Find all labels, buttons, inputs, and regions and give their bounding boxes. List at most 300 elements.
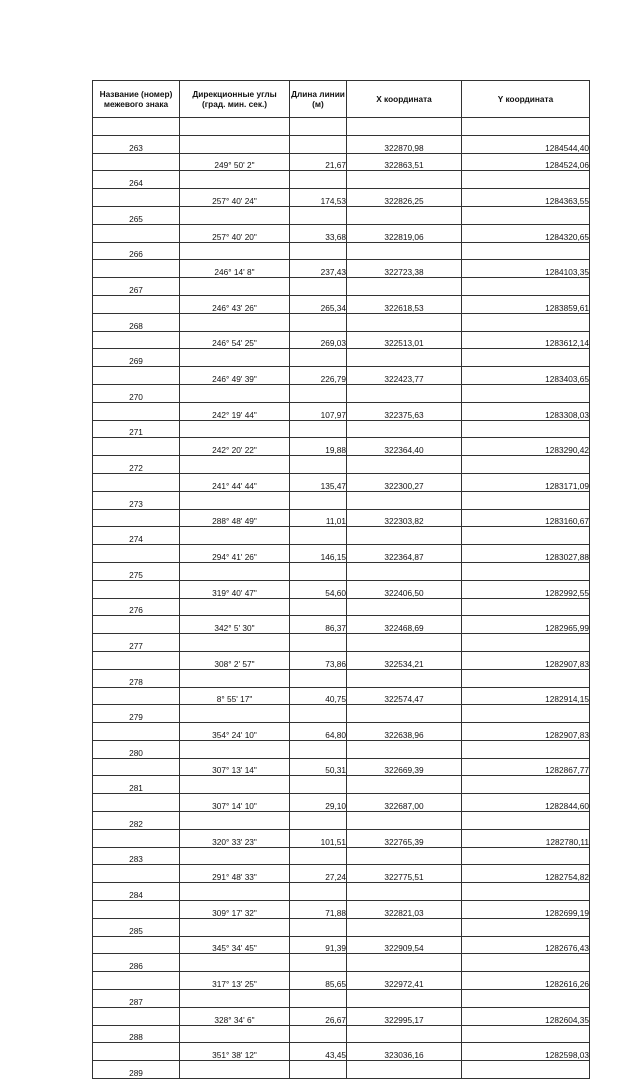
line-length: 146,15 [290, 545, 347, 563]
point-name: 273 [93, 491, 180, 509]
header-x: X координата [347, 81, 462, 118]
point-name [93, 509, 180, 527]
angle-cell [180, 883, 290, 901]
line-length: 19,88 [290, 438, 347, 456]
point-name: 288 [93, 1025, 180, 1043]
x-coordinate [347, 562, 462, 580]
length-cell [290, 990, 347, 1008]
angle-cell [180, 562, 290, 580]
angle-cell [180, 491, 290, 509]
length-cell [290, 491, 347, 509]
angle-cell [180, 990, 290, 1008]
y-coordinate [462, 171, 590, 189]
direction-angle: 246° 54' 25" [180, 331, 290, 349]
table-row [93, 723, 590, 741]
y-coordinate [462, 278, 590, 296]
y-coordinate: 1282965,99 [462, 616, 590, 634]
direction-angle: 257° 40' 24" [180, 189, 290, 207]
x-coordinate [347, 1061, 462, 1079]
y-coordinate: 1282754,82 [462, 865, 590, 883]
point-name: 284 [93, 883, 180, 901]
line-length: 86,37 [290, 616, 347, 634]
direction-angle: 342° 5' 30" [180, 616, 290, 634]
angle-cell [180, 847, 290, 865]
direction-angle: 351° 38' 12" [180, 1043, 290, 1061]
table-row [93, 901, 590, 919]
length-cell [290, 527, 347, 545]
y-coordinate: 1282780,11 [462, 829, 590, 847]
x-coordinate: 322972,41 [347, 972, 462, 990]
table-row [93, 1025, 590, 1043]
x-coordinate: 322513,01 [347, 331, 462, 349]
x-coordinate: 322303,82 [347, 509, 462, 527]
x-coordinate: 322909,54 [347, 936, 462, 954]
table-row [93, 954, 590, 972]
y-coordinate: 1284363,55 [462, 189, 590, 207]
line-length: 73,86 [290, 651, 347, 669]
angle-cell [180, 1061, 290, 1079]
y-coordinate: 1282914,15 [462, 687, 590, 705]
y-coordinate: 1283612,14 [462, 331, 590, 349]
y-coordinate [462, 456, 590, 474]
x-coordinate: 322826,25 [347, 189, 462, 207]
table-row [93, 687, 590, 705]
table-row [93, 847, 590, 865]
x-coordinate: 322819,06 [347, 224, 462, 242]
y-coordinate: 1282907,83 [462, 651, 590, 669]
point-name [93, 438, 180, 456]
length-cell [290, 1061, 347, 1079]
angle-cell [180, 1025, 290, 1043]
length-cell [290, 740, 347, 758]
y-coordinate: 1284103,35 [462, 260, 590, 278]
x-coordinate [347, 171, 462, 189]
x-coordinate [347, 242, 462, 260]
y-coordinate: 1283160,67 [462, 509, 590, 527]
point-name [93, 331, 180, 349]
point-name: 277 [93, 634, 180, 652]
y-coordinate: 1284544,40 [462, 135, 590, 153]
table-row [93, 189, 590, 207]
line-length: 33,68 [290, 224, 347, 242]
table-row [93, 918, 590, 936]
table-row [93, 331, 590, 349]
x-coordinate: 322618,53 [347, 295, 462, 313]
x-coordinate [347, 598, 462, 616]
header-name: Название (номер) межевого знака [93, 81, 180, 118]
point-name: 283 [93, 847, 180, 865]
length-cell [290, 349, 347, 367]
angle-cell [180, 705, 290, 723]
point-name: 263 [93, 135, 180, 153]
x-coordinate: 322687,00 [347, 794, 462, 812]
angle-cell [180, 242, 290, 260]
x-coordinate: 322995,17 [347, 1007, 462, 1025]
point-name: 266 [93, 242, 180, 260]
y-coordinate [462, 349, 590, 367]
point-name [93, 723, 180, 741]
table-row [93, 1007, 590, 1025]
table-row [93, 456, 590, 474]
length-cell [290, 384, 347, 402]
table-row [93, 260, 590, 278]
x-coordinate [347, 1025, 462, 1043]
line-length: 11,01 [290, 509, 347, 527]
length-cell [290, 562, 347, 580]
table-row [93, 580, 590, 598]
point-name [93, 260, 180, 278]
point-name [93, 367, 180, 385]
point-name [93, 829, 180, 847]
x-coordinate: 323036,16 [347, 1043, 462, 1061]
point-name [93, 545, 180, 563]
angle-cell [180, 171, 290, 189]
point-name: 281 [93, 776, 180, 794]
x-coordinate: 322821,03 [347, 901, 462, 919]
point-name [93, 473, 180, 491]
y-coordinate [462, 491, 590, 509]
x-coordinate [347, 812, 462, 830]
direction-angle: 291° 48' 33" [180, 865, 290, 883]
y-coordinate: 1282598,03 [462, 1043, 590, 1061]
header-angle: Дирекционные углы (град. мин. сек.) [180, 81, 290, 118]
x-coordinate: 322468,69 [347, 616, 462, 634]
line-length: 91,39 [290, 936, 347, 954]
direction-angle: 249° 50' 2" [180, 153, 290, 171]
y-coordinate [462, 1025, 590, 1043]
point-name: 287 [93, 990, 180, 1008]
line-length: 107,97 [290, 402, 347, 420]
angle-cell [180, 384, 290, 402]
table-row [93, 1061, 590, 1079]
length-cell [290, 776, 347, 794]
y-coordinate [462, 812, 590, 830]
table-row [93, 509, 590, 527]
y-coordinate: 1282992,55 [462, 580, 590, 598]
line-length: 85,65 [290, 972, 347, 990]
angle-cell [180, 135, 290, 153]
y-coordinate: 1282699,19 [462, 901, 590, 919]
y-coordinate [462, 776, 590, 794]
point-name: 280 [93, 740, 180, 758]
line-length: 50,31 [290, 758, 347, 776]
point-name [93, 189, 180, 207]
y-coordinate [462, 420, 590, 438]
point-name: 289 [93, 1061, 180, 1079]
direction-angle: 242° 20' 22" [180, 438, 290, 456]
point-name [93, 936, 180, 954]
angle-cell [180, 278, 290, 296]
y-coordinate: 1282604,35 [462, 1007, 590, 1025]
point-name: 270 [93, 384, 180, 402]
table-row [93, 883, 590, 901]
line-length: 135,47 [290, 473, 347, 491]
table-row [93, 598, 590, 616]
y-coordinate [462, 740, 590, 758]
table-row [93, 420, 590, 438]
x-coordinate: 322638,96 [347, 723, 462, 741]
table-row [93, 171, 590, 189]
point-name [93, 295, 180, 313]
angle-cell [180, 740, 290, 758]
table-row [93, 206, 590, 224]
table-row [93, 135, 590, 153]
x-coordinate: 322574,47 [347, 687, 462, 705]
y-coordinate: 1283171,09 [462, 473, 590, 491]
direction-angle: 294° 41' 26" [180, 545, 290, 563]
y-coordinate [462, 384, 590, 402]
x-coordinate: 322406,50 [347, 580, 462, 598]
point-name: 282 [93, 812, 180, 830]
x-coordinate [347, 491, 462, 509]
y-coordinate: 1283403,65 [462, 367, 590, 385]
point-name: 264 [93, 171, 180, 189]
point-name [93, 972, 180, 990]
table-row [93, 242, 590, 260]
y-coordinate [462, 206, 590, 224]
direction-angle: 319° 40' 47" [180, 580, 290, 598]
direction-angle: 246° 49' 39" [180, 367, 290, 385]
x-coordinate: 322870,98 [347, 135, 462, 153]
line-length: 174,53 [290, 189, 347, 207]
point-name: 272 [93, 456, 180, 474]
x-coordinate: 322364,87 [347, 545, 462, 563]
angle-cell [180, 598, 290, 616]
line-length: 265,34 [290, 295, 347, 313]
table-row [93, 349, 590, 367]
table-row [93, 758, 590, 776]
y-coordinate: 1284320,65 [462, 224, 590, 242]
direction-angle: 307° 13' 14" [180, 758, 290, 776]
length-cell [290, 242, 347, 260]
point-name: 274 [93, 527, 180, 545]
angle-cell [180, 776, 290, 794]
angle-cell [180, 669, 290, 687]
x-coordinate: 322534,21 [347, 651, 462, 669]
table-row [93, 527, 590, 545]
point-name: 285 [93, 918, 180, 936]
angle-cell [180, 812, 290, 830]
x-coordinate [347, 990, 462, 1008]
x-coordinate [347, 384, 462, 402]
line-length: 27,24 [290, 865, 347, 883]
point-name: 268 [93, 313, 180, 331]
table-row [93, 651, 590, 669]
point-name: 265 [93, 206, 180, 224]
x-coordinate [347, 847, 462, 865]
direction-angle: 257° 40' 20" [180, 224, 290, 242]
length-cell [290, 135, 347, 153]
table-row [93, 278, 590, 296]
y-coordinate [462, 918, 590, 936]
table-row [93, 776, 590, 794]
direction-angle: 354° 24' 10" [180, 723, 290, 741]
direction-angle: 246° 14' 8" [180, 260, 290, 278]
table-row [93, 1043, 590, 1061]
point-name: 278 [93, 669, 180, 687]
length-cell [290, 812, 347, 830]
length-cell [290, 705, 347, 723]
line-length: 71,88 [290, 901, 347, 919]
x-coordinate [347, 313, 462, 331]
table-row [93, 634, 590, 652]
direction-angle: 309° 17' 32" [180, 901, 290, 919]
line-length: 21,67 [290, 153, 347, 171]
point-name: 267 [93, 278, 180, 296]
y-coordinate [462, 634, 590, 652]
x-coordinate [347, 349, 462, 367]
x-coordinate [347, 634, 462, 652]
table-row [93, 545, 590, 563]
table-row [93, 972, 590, 990]
table-row [93, 473, 590, 491]
table-row [93, 491, 590, 509]
x-coordinate [347, 669, 462, 687]
point-name [93, 758, 180, 776]
x-coordinate [347, 705, 462, 723]
x-coordinate [347, 776, 462, 794]
length-cell [290, 313, 347, 331]
length-cell [290, 634, 347, 652]
length-cell [290, 1025, 347, 1043]
length-cell [290, 456, 347, 474]
angle-cell [180, 349, 290, 367]
length-cell [290, 883, 347, 901]
x-coordinate [347, 954, 462, 972]
x-coordinate: 322775,51 [347, 865, 462, 883]
line-length: 54,60 [290, 580, 347, 598]
y-coordinate: 1283290,42 [462, 438, 590, 456]
table-row [93, 367, 590, 385]
x-coordinate: 322364,40 [347, 438, 462, 456]
y-coordinate [462, 705, 590, 723]
x-coordinate: 322423,77 [347, 367, 462, 385]
length-cell [290, 847, 347, 865]
x-coordinate: 322765,39 [347, 829, 462, 847]
point-name: 269 [93, 349, 180, 367]
y-coordinate [462, 669, 590, 687]
table-row [93, 936, 590, 954]
table-row [93, 705, 590, 723]
point-name [93, 651, 180, 669]
point-name: 275 [93, 562, 180, 580]
table-row [93, 616, 590, 634]
line-length: 237,43 [290, 260, 347, 278]
y-coordinate: 1282616,26 [462, 972, 590, 990]
angle-cell [180, 206, 290, 224]
length-cell [290, 598, 347, 616]
x-coordinate [347, 883, 462, 901]
line-length: 101,51 [290, 829, 347, 847]
y-coordinate: 1283027,88 [462, 545, 590, 563]
table-spacer-row [93, 118, 590, 136]
x-coordinate [347, 527, 462, 545]
table-row [93, 865, 590, 883]
line-length: 64,80 [290, 723, 347, 741]
angle-cell [180, 456, 290, 474]
point-name [93, 580, 180, 598]
x-coordinate [347, 206, 462, 224]
x-coordinate [347, 740, 462, 758]
point-name: 286 [93, 954, 180, 972]
point-name [93, 224, 180, 242]
table-row [93, 812, 590, 830]
direction-angle: 308° 2' 57" [180, 651, 290, 669]
table-row [93, 794, 590, 812]
point-name [93, 402, 180, 420]
table-row [93, 153, 590, 171]
direction-angle: 8° 55' 17" [180, 687, 290, 705]
point-name: 276 [93, 598, 180, 616]
header-length: Длина линии (м) [290, 81, 347, 118]
point-name [93, 687, 180, 705]
table-row [93, 313, 590, 331]
direction-angle: 345° 34' 45" [180, 936, 290, 954]
y-coordinate [462, 527, 590, 545]
y-coordinate [462, 242, 590, 260]
y-coordinate [462, 954, 590, 972]
x-coordinate: 322723,38 [347, 260, 462, 278]
direction-angle: 328° 34' 6" [180, 1007, 290, 1025]
direction-angle: 320° 33' 23" [180, 829, 290, 847]
point-name [93, 865, 180, 883]
direction-angle: 288° 48' 49" [180, 509, 290, 527]
y-coordinate: 1283308,03 [462, 402, 590, 420]
angle-cell [180, 313, 290, 331]
line-length: 226,79 [290, 367, 347, 385]
point-name [93, 1007, 180, 1025]
table-header-row [93, 81, 590, 118]
x-coordinate [347, 420, 462, 438]
table-row [93, 562, 590, 580]
point-name [93, 616, 180, 634]
direction-angle: 242° 19' 44" [180, 402, 290, 420]
line-length: 26,67 [290, 1007, 347, 1025]
x-coordinate: 322863,51 [347, 153, 462, 171]
header-y: Y координата [462, 81, 590, 118]
y-coordinate [462, 598, 590, 616]
table-row [93, 295, 590, 313]
x-coordinate [347, 456, 462, 474]
angle-cell [180, 634, 290, 652]
direction-angle: 246° 43' 26" [180, 295, 290, 313]
length-cell [290, 171, 347, 189]
y-coordinate: 1283859,61 [462, 295, 590, 313]
point-name: 271 [93, 420, 180, 438]
line-length: 29,10 [290, 794, 347, 812]
x-coordinate: 322300,27 [347, 473, 462, 491]
point-name: 279 [93, 705, 180, 723]
y-coordinate: 1282867,77 [462, 758, 590, 776]
y-coordinate [462, 313, 590, 331]
table-row [93, 384, 590, 402]
table-row [93, 402, 590, 420]
x-coordinate [347, 918, 462, 936]
length-cell [290, 206, 347, 224]
point-name [93, 901, 180, 919]
length-cell [290, 669, 347, 687]
y-coordinate: 1284524,06 [462, 153, 590, 171]
boundary-coordinates-table [92, 80, 590, 1079]
y-coordinate: 1282907,83 [462, 723, 590, 741]
line-length: 269,03 [290, 331, 347, 349]
y-coordinate: 1282844,60 [462, 794, 590, 812]
table-row [93, 669, 590, 687]
y-coordinate [462, 883, 590, 901]
point-name [93, 153, 180, 171]
angle-cell [180, 954, 290, 972]
y-coordinate: 1282676,43 [462, 936, 590, 954]
